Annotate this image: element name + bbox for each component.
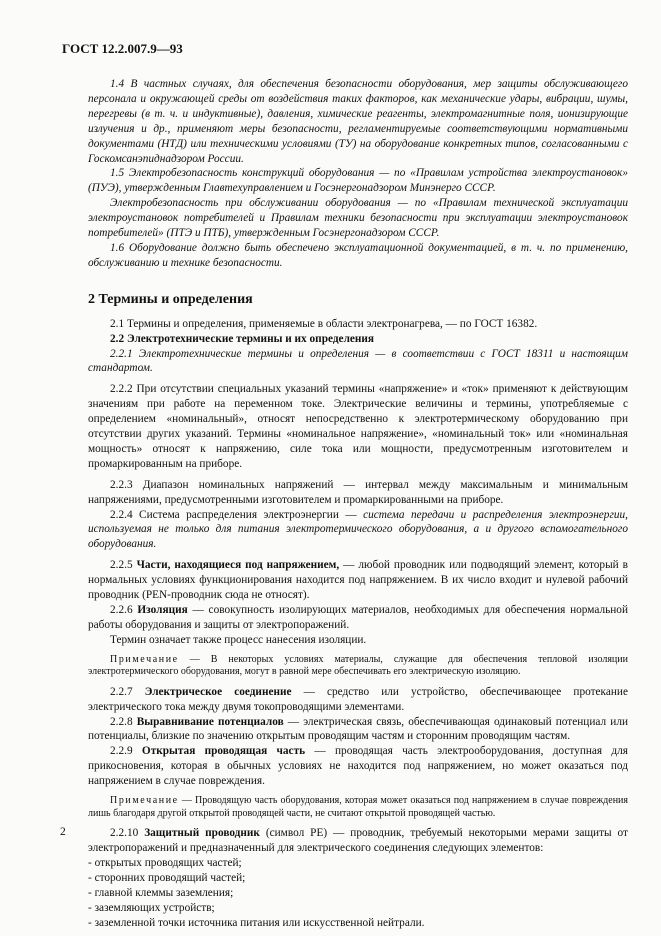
paragraph-2-2-4 (88, 508, 628, 553)
list-item: - сторонних проводящий частей; (88, 871, 246, 884)
paragraph-2-2-1: 2.2.1 Электротехнические термины и определения — в соответствии с ГОСТ 18311 и настоящим стандартом. (88, 347, 628, 375)
paragraph-2-2-5: 2.2.5 Части, находящиеся под напряжением, — любой проводник или подводящий элемент, который в нормальных условиях функционирования находится под напряжением. В их число входит и нулевой рабочий проводник (PEN-проводник сюда не относят). (88, 559, 628, 602)
paragraph-2-2-6: 2.2.6 Изоляция — совокупность изолирующих материалов, необходимых для обеспечения нормальной работы оборудования и защиты от электропоражений. (88, 604, 628, 631)
paragraph-1-4: 1.4 В частных случаях, для обеспечения безопасности оборудования, мер защиты обслуживающего персонала и окружающей среды от воздействия таких факторов, как механические удары, вибрации, шумы, перегревы (в т. ч. и индуктивные), давления, химические реагенты, электромагнитные поля, ионизирующие излучения и др., применяют меры безопасности, регламентируемые соответствующими нормативными документами (НТД) или техническими условиями (ТУ) на оборудование конкретных типов, согласованными с Госкомсанэпиднадзором России. (88, 78, 628, 165)
paragraph-2-2-4-definition: система передачи и распределения электроэнергии, используемая не только для питания электротермического оборудования, а и другого вспомогательного оборудования. (88, 508, 628, 551)
term-live-parts: Части, находящиеся под напряжением, (136, 559, 340, 572)
paragraph-2-2-7: 2.2.7 Электрическое соединение — средство или устройство, обеспечивающее протекание электрического тока между двумя токопроводящими элементами. (88, 685, 628, 713)
paragraph-1-5: 1.5 Электробезопасность конструкций оборудования — по «Правилам устройства электроустановок» (ПУЭ), утвержденным Главтехуправлением и Госэнергонадзором Минэнерго СССР. (88, 167, 628, 195)
paragraph-2-1: 2.1 Термины и определения, применяемые в области электронагрева, — по ГОСТ 16382. (110, 317, 538, 330)
paragraph-2-2-8: 2.2.8 Выравнивание потенциалов — электрическая связь, обеспечивающая одинаковый потенциал или потенциалы, близкие по значению открытым проводящим частям и сторонним проводящим частям. (88, 715, 628, 743)
term-exposed-conductive-part: Открытая проводящая часть (141, 745, 306, 758)
note-1: Примечание — В некоторых условиях материалы, служащие для обеспечения тепловой изоляции электротермического оборудования, могут в равной мере обеспечивать его электрическую изоляцию. (88, 653, 628, 678)
list-item: - заземляющих устройств; (88, 901, 215, 914)
document-body (88, 77, 628, 930)
paragraph-2-2-10: 2.2.10 Защитный проводник (символ PE) — проводник, требуемый некоторыми мерами защиты от электропоражений и предназначенный для электрического соединения следующих элементов: (88, 827, 628, 854)
paragraph-2-2-6-b: Термин означает также процесс нанесения изоляции. (110, 633, 367, 646)
paragraph-2-2-9: 2.2.9 Открытая проводящая часть — проводящая часть электрооборудования, доступная для прикосновения, которая в обычных условиях не находится под напряжением, но может оказаться под напряжением в случае повреждения. (88, 745, 629, 788)
paragraph-1-5-b: Электробезопасность при обслуживании оборудования — по «Правилам технической эксплуатации электроустановок потребителей и Правилам техники безопасности при эксплуатации электроустановок потребителей» (ПТЭ и ПТБ), утвержденным Госэнергонадзором СССР. (88, 197, 628, 240)
term-electrical-connection: Электрическое соединение (144, 685, 292, 698)
document-header: ГОСТ 12.2.007.9—93 (62, 41, 183, 56)
paragraph-1-6: 1.6 Оборудование должно быть обеспечено эксплуатационной документацией, в т. ч. по применению, обслуживанию и технике безопасности. (88, 241, 628, 269)
term-protective-conductor: Защитный проводник (144, 827, 260, 840)
paragraph-2-2-4-lead: 2.2.4 Система распределения электроэнергии — (110, 508, 364, 521)
list-item: - открытых проводящих частей; (88, 856, 242, 869)
term-equipotential-bonding: Выравнивание потенциалов (136, 715, 284, 728)
section-2-title: 2 Термины и определения (88, 291, 253, 307)
paragraph-2-2-2: 2.2.2 При отсутствии специальных указаний термины «напряжение» и «ток» применяют к действующим значениям при работе на переменном токе. Электрические величины и термины, употребляемые с определением «номинальный», относят непосредственно к электротермическому оборудованию при отсутствии других указаний. Термины «номинальное напряжение», «номинальный ток» или «номинальная мощность» относят к напряжению, силе тока или мощности, предусмотренным изготовителем и промаркированным на приборе. (88, 383, 628, 470)
note-2-label: Примечание (110, 795, 179, 807)
note-2: Примечание — Проводящую часть оборудования, которая может оказаться под напряжением в случае повреждения лишь благодаря другой открытой проводящей части, не считают открытой проводящей частью. (88, 795, 628, 819)
list-item: - заземленной точки источника питания или искусственной нейтрали. (88, 916, 425, 929)
paragraph-2-2-3: 2.2.3 Диапазон номинальных напряжений — интервал между максимальным и минимальным напряжениями, предусмотренными изготовителем и промаркированными на приборе. (88, 478, 628, 506)
protective-conductor-element-list (88, 856, 628, 931)
subsection-2-2-title: 2.2 Электротехнические термины и их определения (110, 332, 375, 345)
term-insulation: Изоляция (137, 604, 188, 616)
note-1-label: Примечание (110, 653, 179, 665)
page-number: 2 (60, 826, 66, 838)
list-item: - главной клеммы заземления; (88, 886, 234, 899)
